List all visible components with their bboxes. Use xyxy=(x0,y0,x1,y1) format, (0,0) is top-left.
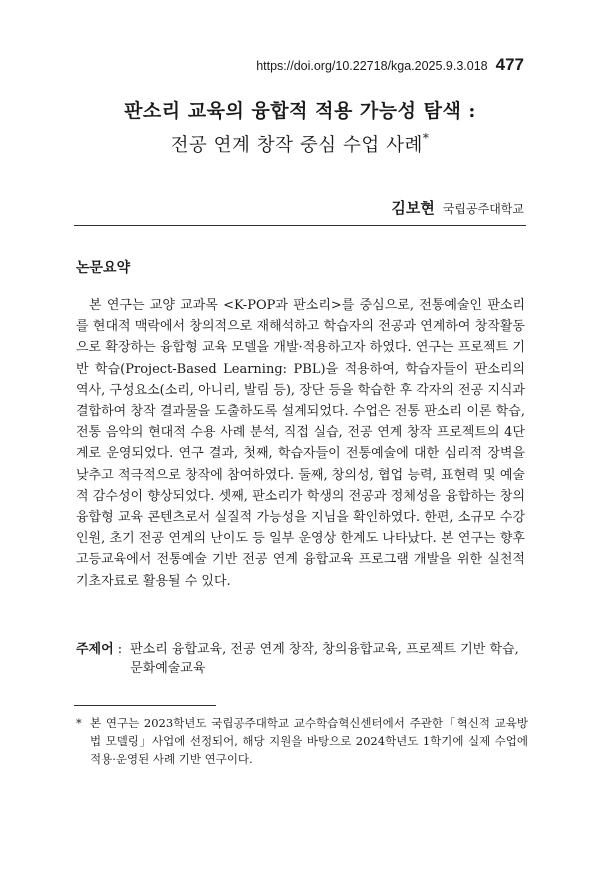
paper-subtitle xyxy=(0,131,600,157)
footnote-mark: * xyxy=(76,716,82,730)
doi-link[interactable]: https://doi.org/10.22718/kga.2025.9.3.018 xyxy=(256,59,488,73)
footnote xyxy=(76,714,528,768)
footnote-text: 본 연구는 2023학년도 국립공주대학교 교수학습혁신센터에서 주관한「혁신적 교육방법 모델링」사업에 선정되어, 해당 지원을 바탕으로 2024학년도 1학기에 실제 수업에 적용·운영된 사례 기반 연구이다. xyxy=(90,716,528,766)
author-block xyxy=(391,197,524,218)
keywords-text: 판소리 융합교육, 전공 연계 창작, 창의융합교육, 프로젝트 기반 학습, 문화예술교육 xyxy=(130,642,519,676)
footnote-divider xyxy=(74,705,216,706)
page-header xyxy=(256,55,524,75)
keywords-colon: : xyxy=(117,642,123,657)
title-block xyxy=(0,96,600,157)
keywords-label: 주제어 xyxy=(76,642,114,657)
paper-title: 판소리 교육의 융합적 적용 가능성 탐색 : xyxy=(124,100,476,122)
paper-subtitle-text: 전공 연계 창작 중심 수업 사례 xyxy=(170,135,423,156)
abstract-heading: 논문요약 xyxy=(76,260,131,276)
keywords xyxy=(76,640,528,678)
abstract-body: 본 연구는 교양 교과목 <K-POP과 판소리>를 중심으로, 전통예술인 판소리를 현대적 맥락에서 창의적으로 재해석하고 학습자의 전공과 연계하여 창작활동으로 확장하는 융합형 교육 모델을 개발·적용하고자 하였다. 연구는 프로젝트 기반 학습(Project-Based Learning: PBL)을 적용하여, 학습자들이 판소리의 역사, 구성요소(소리, 아니리, 발림 등), 장단 등을 학습한 후 각자의 전공 지식과 결합하여 창작 결과물을 도출하도록 설계되었다. 수업은 전통 판소리 이론 학습, 전통 음악의 현대적 수용 사례 분석, 직접 실습, 전공 연계 창작 프로젝트의 4단계로 운영되었다. 연구 결과, 첫째, 학습자들이 전통예술에 대한 심리적 장벽을 낮추고 적극적으로 창작에 참여하였다. 둘째, 창의성, 협업 능력, 표현력 및 예술적 감수성이 향상되었다. 셋째, 판소리가 학생의 전공과 정체성을 융합하는 창의 융합형 교육 콘텐츠로서 실질적 가능성을 지님을 확인하였다. 한편, 소규모 수강인원, 초기 전공 연계의 난이도 등 일부 운영상 한계도 나타났다. 본 연구는 향후 고등교육에서 전통예술 기반 전공 연계 융합교육 프로그램 개발을 위한 실천적 기초자료로 활용될 수 있다. xyxy=(76,298,525,589)
page-number: 477 xyxy=(495,55,524,74)
author-name: 김보현 xyxy=(391,199,435,217)
title-footnote-mark[interactable]: * xyxy=(422,131,430,145)
author-affiliation: 국립공주대학교 xyxy=(442,202,524,216)
header-divider xyxy=(74,225,526,226)
